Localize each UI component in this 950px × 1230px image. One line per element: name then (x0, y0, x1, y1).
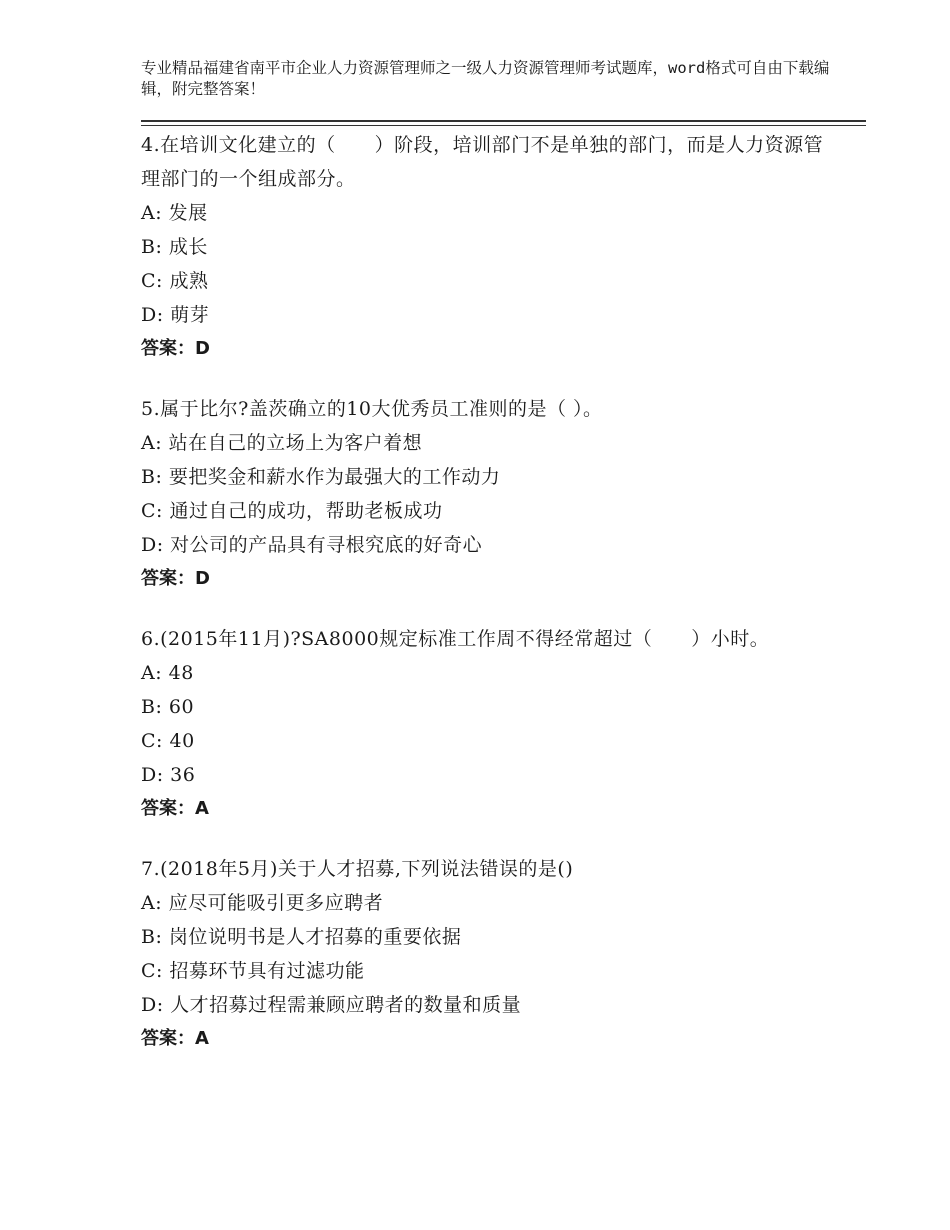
question-text: 6.(2015年11月)?SA8000规定标准工作周不得经常超过（ ）小时。 (141, 628, 770, 650)
header-divider (141, 120, 866, 122)
answer-label: 答案：A (141, 798, 209, 819)
option-d: D: 36 (141, 764, 196, 786)
question-item (141, 392, 841, 596)
question-item (141, 128, 841, 366)
option-d: D: 对公司的产品具有寻根究底的好奇心 (141, 534, 483, 556)
question-text: 4.在培训文化建立的（ ）阶段，培训部门不是单独的部门，而是人力资源管理部门的一个组成部分。 (141, 134, 824, 190)
question-item (141, 852, 841, 1056)
answer-label: 答案：A (141, 1028, 209, 1049)
option-d: D: 萌芽 (141, 304, 210, 326)
header-divider-thin (141, 125, 866, 126)
option-d: D: 人才招募过程需兼顾应聘者的数量和质量 (141, 994, 522, 1016)
option-c: C: 通过自己的成功，帮助老板成功 (141, 500, 443, 522)
question-item (141, 622, 841, 826)
option-b: B: 要把奖金和薪水作为最强大的工作动力 (141, 466, 501, 488)
option-c: C: 40 (141, 730, 195, 752)
question-list (141, 128, 841, 1082)
option-a: A: 发展 (141, 202, 208, 224)
question-text: 5.属于比尔?盖茨确立的10大优秀员工准则的是（ ）。 (141, 398, 603, 420)
answer-label: 答案：D (141, 568, 210, 589)
option-a: A: 站在自己的立场上为客户着想 (141, 432, 423, 454)
document-header: 专业精品福建省南平市企业人力资源管理师之一级人力资源管理师考试题库，word格式可自由下载编辑，附完整答案！ (141, 59, 830, 98)
answer-label: 答案：D (141, 338, 210, 359)
option-b: B: 60 (141, 696, 195, 718)
option-a: A: 应尽可能吸引更多应聘者 (141, 892, 384, 914)
option-c: C: 成熟 (141, 270, 209, 292)
option-a: A: 48 (141, 662, 194, 684)
option-b: B: 成长 (141, 236, 208, 258)
option-c: C: 招募环节具有过滤功能 (141, 960, 365, 982)
option-b: B: 岗位说明书是人才招募的重要依据 (141, 926, 462, 948)
question-text: 7.(2018年5月)关于人才招募,下列说法错误的是() (141, 858, 574, 880)
